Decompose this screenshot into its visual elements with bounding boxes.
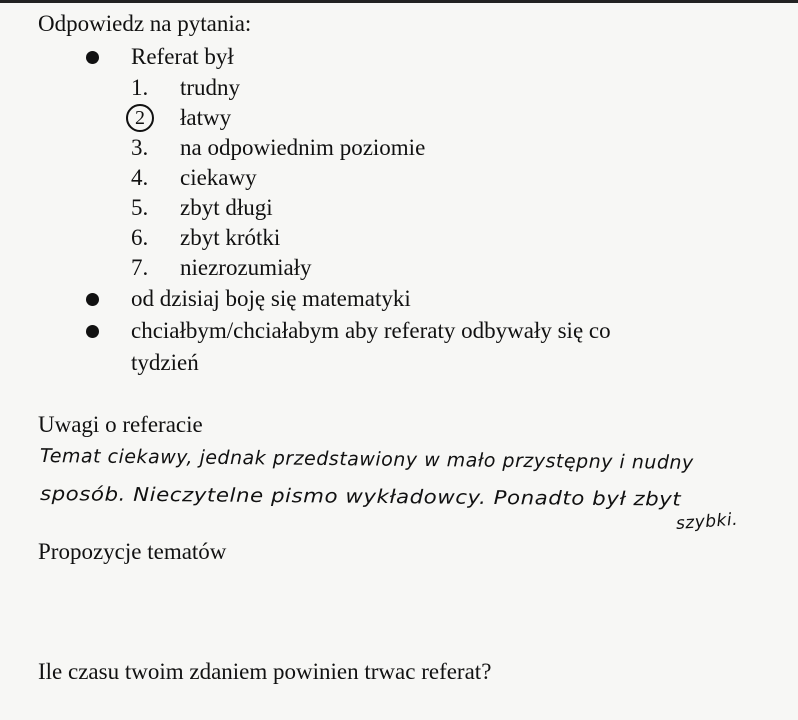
bullet xyxy=(86,293,99,306)
option-number: 6. xyxy=(131,225,149,250)
q1-label: Referat był xyxy=(131,44,234,69)
option-text: ciekawy xyxy=(180,165,257,190)
handwritten-remark-line1: Temat ciekawy, jednak przedstawiony w mało przystępny i nudny xyxy=(39,445,694,474)
remarks-label: Uwagi o referacie xyxy=(38,412,203,437)
option-number: 3. xyxy=(131,135,149,160)
heading: Odpowiedz na pytania: xyxy=(38,11,252,36)
top-rule xyxy=(0,0,798,3)
option-text: na odpowiednim poziomie xyxy=(180,135,426,160)
duration-question: Ile czasu twoim zdaniem powinien trwac referat? xyxy=(38,659,492,684)
option-number: 4. xyxy=(131,165,149,190)
option-text: łatwy xyxy=(180,105,232,130)
q3-text-line1: chciałbym/chciałabym aby referaty odbywały się co xyxy=(131,318,611,343)
option-number: 7. xyxy=(131,255,149,280)
option-number: 5. xyxy=(131,195,149,220)
option-text: zbyt długi xyxy=(180,195,273,220)
option-text: zbyt krótki xyxy=(180,225,281,250)
handwritten-remark-line2: sposób. Nieczytelne pismo wykładowcy. Ponadto był zbyt xyxy=(39,483,682,511)
topics-label: Propozycje tematów xyxy=(38,539,227,564)
circled-option-number: 2 xyxy=(126,104,154,132)
option-text: niezrozumiały xyxy=(180,255,312,280)
bullet xyxy=(86,51,99,64)
handwritten-remark-line3: szybki. xyxy=(675,509,739,534)
q3-text-line2: tydzień xyxy=(131,350,199,375)
q2-text: od dzisiaj boję się matematyki xyxy=(131,286,411,311)
bullet xyxy=(86,325,99,338)
option-number: 1. xyxy=(131,75,149,100)
option-text: trudny xyxy=(180,75,241,100)
